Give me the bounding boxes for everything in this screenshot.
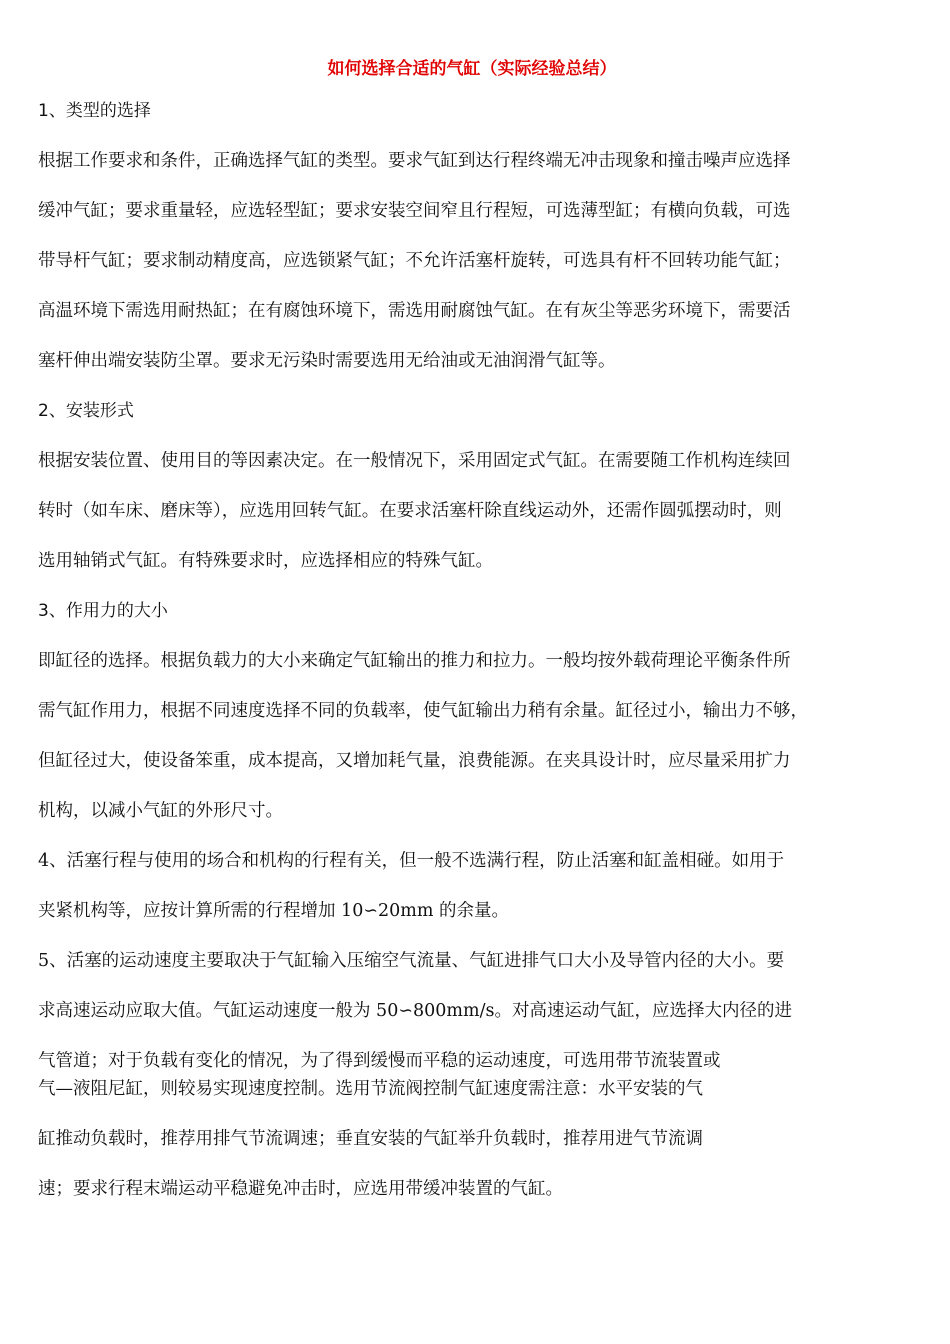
paragraph-line: 但缸径过大，使设备笨重，成本提高，又增加耗气量，浪费能源。在夹具设计时，应尽量采用扩力	[38, 751, 791, 771]
paragraph-line: 缓冲气缸；要求重量轻，应选轻型缸；要求安装空间窄且行程短，可选薄型缸；有横向负载，可选	[38, 201, 791, 221]
paragraph-line: 机构，以减小气缸的外形尺寸。	[38, 801, 283, 821]
paragraph-line: 根据安装位置、使用目的等因素决定。在一般情况下，采用固定式气缸。在需要随工作机构连续回	[38, 451, 791, 471]
paragraph-line: 塞杆伸出端安装防尘罩。要求无污染时需要选用无给油或无油润滑气缸等。	[38, 351, 616, 371]
paragraph-line: 需气缸作用力，根据不同速度选择不同的负载率，使气缸输出力稍有余量。缸径过小，输出力不够，	[38, 701, 808, 721]
paragraph-line: 选用轴销式气缸。有特殊要求时，应选择相应的特殊气缸。	[38, 551, 493, 571]
paragraph-line: 根据工作要求和条件，正确选择气缸的类型。要求气缸到达行程终端无冲击现象和撞击噪声应选择	[38, 151, 791, 171]
paragraph-line: 气—液阻尼缸，则较易实现速度控制。选用节流阀控制气缸速度需注意：水平安装的气	[38, 1079, 703, 1099]
paragraph-line: 带导杆气缸；要求制动精度高，应选锁紧气缸；不允许活塞杆旋转，可选具有杆不回转功能气缸；	[38, 251, 791, 271]
section-heading-type: 1、类型的选择	[38, 101, 151, 121]
paragraph-line: 速；要求行程末端运动平稳避免冲击时，应选用带缓冲装置的气缸。	[38, 1179, 563, 1199]
document-title: 如何选择合适的气缸（实际经验总结）	[327, 59, 617, 79]
section-speed-line: 5、活塞的运动速度主要取决于气缸输入压缩空气流量、气缸进排气口大小及导管内径的大小。要	[38, 951, 785, 971]
paragraph-line: 即缸径的选择。根据负载力的大小来确定气缸输出的推力和拉力。一般均按外载荷理论平衡条件所	[38, 651, 791, 671]
section-heading-mounting: 2、安装形式	[38, 401, 134, 421]
paragraph-line: 夹紧机构等，应按计算所需的行程增加 10∽20mm 的余量。	[38, 901, 510, 921]
section-heading-force: 3、作用力的大小	[38, 601, 168, 621]
paragraph-line: 高温环境下需选用耐热缸；在有腐蚀环境下，需选用耐腐蚀气缸。在有灰尘等恶劣环境下，需要活	[38, 301, 791, 321]
paragraph-line: 气管道；对于负载有变化的情况，为了得到缓慢而平稳的运动速度，可选用带节流装置或	[38, 1051, 721, 1071]
paragraph-line: 转时（如车床、磨床等），应选用回转气缸。在要求活塞杆除直线运动外，还需作圆弧摆动时，则	[38, 501, 782, 521]
section-stroke-line: 4、活塞行程与使用的场合和机构的行程有关，但一般不选满行程，防止活塞和缸盖相碰。如用于	[38, 851, 785, 871]
paragraph-line: 求高速运动应取大值。气缸运动速度一般为 50∽800mm/s。对高速运动气缸，应选择大内径的进	[38, 1001, 792, 1021]
paragraph-line: 缸推动负载时，推荐用排气节流调速；垂直安装的气缸举升负载时，推荐用进气节流调	[38, 1129, 703, 1149]
